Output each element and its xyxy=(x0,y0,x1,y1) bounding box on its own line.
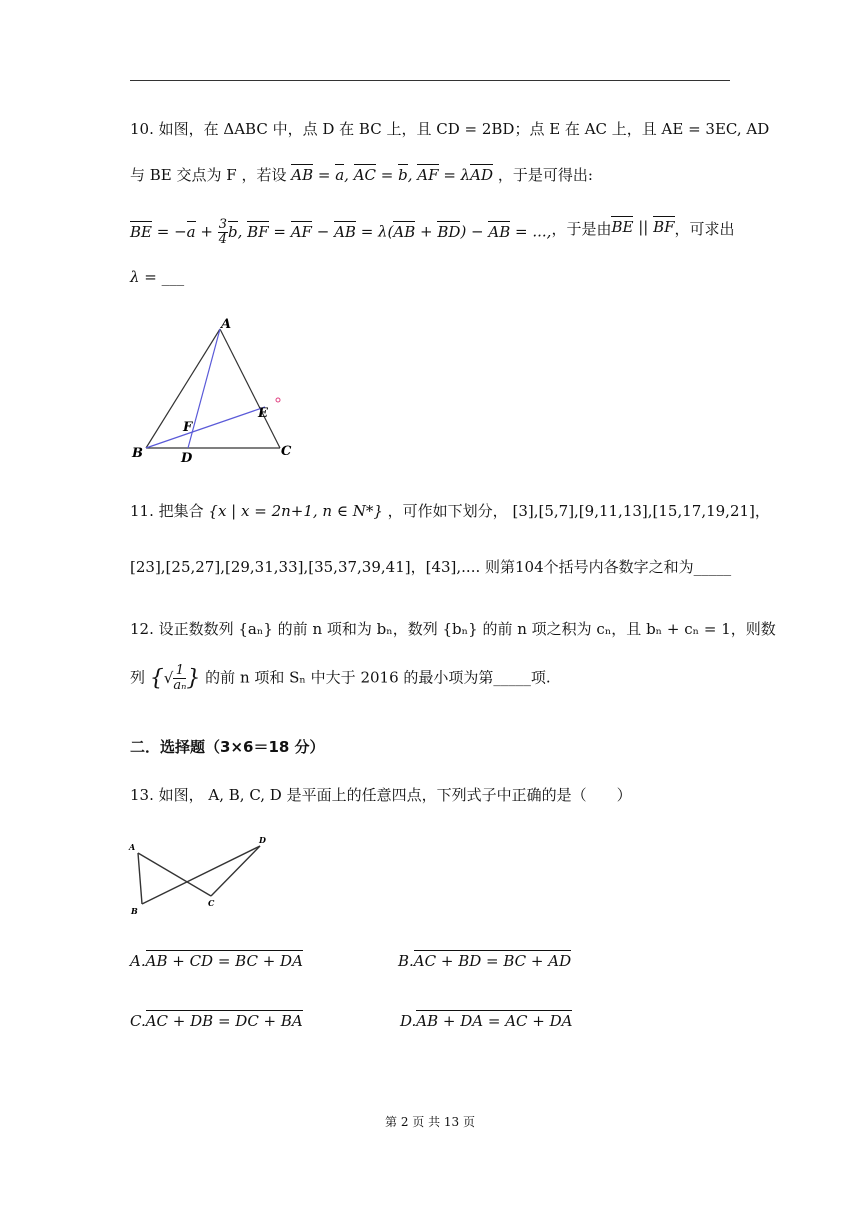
q10-label-d: D xyxy=(181,451,193,466)
q10-label-f: F xyxy=(183,420,193,435)
q10-label-c: C xyxy=(281,444,292,459)
option-d-letter: D. xyxy=(400,1012,417,1030)
q13-figure xyxy=(125,832,285,922)
q10-line2 xyxy=(130,164,730,185)
q10-be-expr: BE = −a + $\frac{3}{4}$ b, BF = AF − AB = λ(AB + BD) − AB = ..., xyxy=(130,217,552,247)
q13-option-c[interactable] xyxy=(130,1012,360,1030)
q10-label-b: B xyxy=(132,446,143,461)
q13-label-d: D xyxy=(259,835,266,845)
page-footer: 第 2 页 共 13 页 xyxy=(385,1115,475,1129)
q10-line3-end: ，可求出 xyxy=(674,220,735,238)
q10-line4: λ = ___ xyxy=(130,268,185,286)
q10-line2-tail: ，于是可得出: xyxy=(497,166,593,184)
q13-label-c: C xyxy=(208,898,215,908)
option-b-letter: B. xyxy=(398,952,414,970)
q11-set: {x | x = 2n+1, n ∈ N*} xyxy=(208,502,383,520)
q10-triangle-figure xyxy=(128,312,308,467)
q13-label-b: B xyxy=(131,906,138,916)
q13-option-a[interactable] xyxy=(130,952,360,970)
q10-line3-tail: ，于是由 xyxy=(551,220,612,238)
pink-dot-icon xyxy=(276,398,280,402)
q11-line2: [23],[25,27],[29,31,33],[35,37,39,41]，[43],.... 则第104个括号内各数字之和为_____ xyxy=(130,558,732,576)
q11-line1 xyxy=(130,500,770,521)
option-a-letter: A. xyxy=(130,952,146,970)
q10-line3 xyxy=(130,217,735,247)
q11-groups-1: [3],[5,7],[9,11,13],[15,17,19,21]， xyxy=(512,502,770,520)
q12-sqrt-sequence: {√ $\frac{1}{\text{aₙ}}$ } xyxy=(149,663,201,693)
q12-line2-pre: 列 xyxy=(130,668,146,687)
q11-mid: ，可作如下划分， xyxy=(387,502,508,520)
option-b-expr: AC + BD = BC + AD xyxy=(413,952,572,970)
q13-label-a: A xyxy=(129,842,136,852)
q10-parallel: BE || BF xyxy=(611,218,675,236)
option-d-expr: AB + DA = AC + DA xyxy=(416,1012,573,1030)
q13-stem: 13. 如图， A, B, C, D 是平面上的任意四点，下列式子中正确的是（ ） xyxy=(130,786,632,804)
q12-line2-post: 的前 n 项和 Sₙ 中大于 2016 的最小项为第_____项. xyxy=(205,668,551,687)
q10-vector-def: AB = a, AC = b, AF = λAD xyxy=(291,166,494,184)
header-rule xyxy=(130,80,730,81)
option-a-expr: AB + CD = BC + DA xyxy=(145,952,303,970)
q10-label-a: A xyxy=(221,317,232,332)
q12-line1: 12. 设正数数列 {aₙ} 的前 n 项和为 bₙ，数列 {bₙ} 的前 n 项之积为 cₙ，且 bₙ + cₙ = 1，则数 xyxy=(130,620,776,638)
section-2-heading: 二．选择题（3×6＝18 分） xyxy=(130,738,325,756)
option-c-expr: AC + DB = DC + BA xyxy=(145,1012,303,1030)
q10-line2-text: 与 BE 交点为 F ，若设 xyxy=(130,166,287,184)
q10-line1: 10. 如图，在 ΔABC 中，点 D 在 BC 上，且 CD = 2BD；点 E 在 AC 上，且 AE = 3EC, AD xyxy=(130,120,770,138)
q13-option-d[interactable] xyxy=(400,1012,630,1030)
q12-line2 xyxy=(130,664,730,693)
q13-option-b[interactable] xyxy=(398,952,628,970)
q11-prefix: 11. 把集合 xyxy=(130,502,204,520)
option-c-letter: C. xyxy=(130,1012,146,1030)
q10-label-e: E xyxy=(258,406,268,421)
